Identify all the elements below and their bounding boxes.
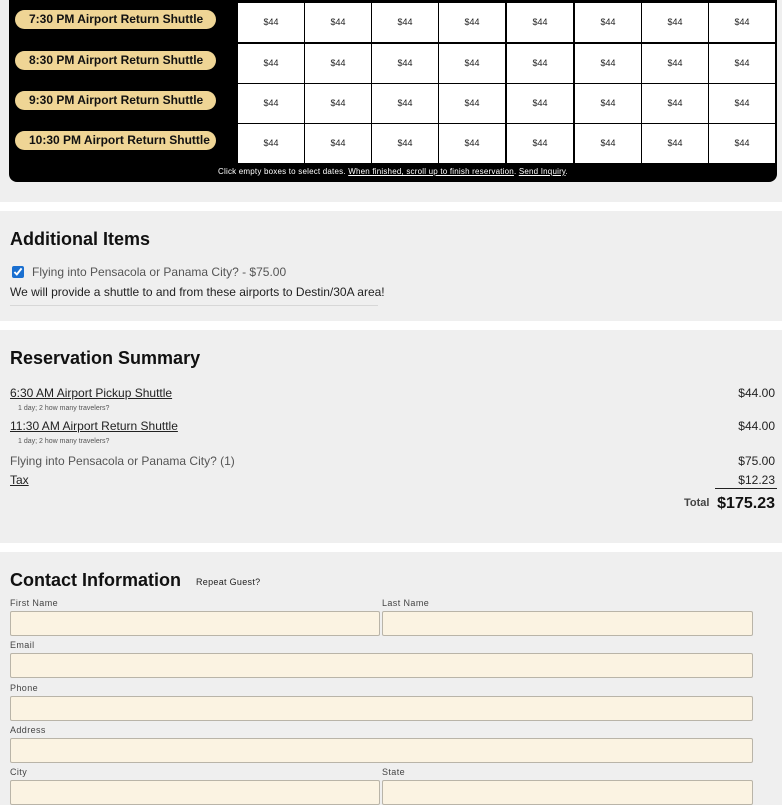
city-input[interactable] [10, 780, 380, 805]
date-cell[interactable]: $44 [372, 3, 439, 42]
email-label: Email [10, 640, 35, 650]
last-name-input[interactable] [382, 611, 753, 636]
date-cell[interactable]: $44 [238, 3, 305, 42]
section-divider [0, 202, 782, 211]
schedule-row [9, 124, 777, 164]
first-name-input[interactable] [10, 611, 380, 636]
shuttle-time-label: 7:30 PM Airport Return Shuttle [15, 10, 216, 29]
repeat-guest-link[interactable]: Repeat Guest? [196, 577, 261, 587]
state-input[interactable] [382, 780, 753, 805]
scroll-up-link[interactable]: When finished, scroll up to finish reservation [348, 167, 514, 176]
airport-addon-description: We will provide a shuttle to and from these airports to Destin/30A area! [10, 285, 385, 299]
date-cell[interactable]: $44 [305, 124, 372, 163]
phone-label: Phone [10, 683, 39, 693]
summary-line-detail: 1 day; 2 how many travelers? [18, 438, 110, 445]
summary-line-detail: 1 day; 2 how many travelers? [18, 405, 110, 412]
divider [10, 305, 378, 306]
date-cell[interactable]: $44 [372, 44, 439, 83]
summary-line-amount: $44.00 [738, 419, 775, 433]
date-cell[interactable]: $44 [238, 124, 305, 163]
date-cell[interactable]: $44 [709, 44, 776, 83]
summary-line-amount: $44.00 [738, 386, 775, 400]
date-cell[interactable]: $44 [575, 124, 642, 163]
date-cell[interactable]: $44 [575, 84, 642, 123]
email-input[interactable] [10, 653, 753, 678]
airport-addon-checkbox[interactable] [12, 266, 24, 278]
date-cell[interactable]: $44 [642, 44, 709, 83]
tax-amount: $12.23 [738, 473, 775, 487]
date-cell[interactable]: $44 [372, 84, 439, 123]
shuttle-time-label: 10:30 PM Airport Return Shuttle [15, 131, 216, 150]
date-cell[interactable]: $44 [305, 84, 372, 123]
summary-line-item[interactable]: 6:30 AM Airport Pickup Shuttle [10, 386, 173, 400]
section-divider [0, 543, 782, 552]
summary-line-item[interactable]: 11:30 AM Airport Return Shuttle [10, 419, 178, 433]
date-cell[interactable]: $44 [238, 44, 305, 83]
reservation-summary-title: Reservation Summary [10, 348, 201, 368]
summary-addon-item: Flying into Pensacola or Panama City? (1) [10, 454, 235, 468]
total-amount: $175.23 [717, 495, 775, 512]
date-cell[interactable]: $44 [507, 44, 574, 83]
first-name-label: First Name [10, 598, 59, 608]
shuttle-time-label: 8:30 PM Airport Return Shuttle [15, 51, 216, 70]
last-name-label: Last Name [382, 598, 430, 608]
city-label: City [10, 767, 28, 777]
address-input[interactable] [10, 738, 753, 763]
section-divider [0, 321, 782, 330]
date-cell[interactable]: $44 [439, 3, 506, 42]
contact-information-title: Contact Information [10, 570, 181, 590]
date-cell[interactable]: $44 [709, 3, 776, 42]
date-cell[interactable]: $44 [709, 124, 776, 163]
shuttle-time-label: 9:30 PM Airport Return Shuttle [15, 91, 216, 110]
date-cell[interactable]: $44 [439, 84, 506, 123]
total-label: Total [684, 497, 710, 509]
schedule-row [9, 44, 777, 84]
summary-addon-amount: $75.00 [738, 454, 775, 468]
date-cell[interactable]: $44 [642, 3, 709, 42]
date-cell[interactable]: $44 [709, 84, 776, 123]
schedule-footer [9, 163, 777, 181]
airport-addon-label[interactable]: Flying into Pensacola or Panama City? - $75.00 [32, 265, 287, 279]
phone-input[interactable] [10, 696, 753, 721]
footer-end: . [565, 167, 568, 176]
date-cell[interactable]: $44 [507, 84, 574, 123]
send-inquiry-link[interactable]: Send Inquiry [518, 167, 566, 176]
date-cell[interactable]: $44 [507, 124, 574, 163]
date-cell[interactable]: $44 [238, 84, 305, 123]
date-cell[interactable]: $44 [575, 3, 642, 42]
address-label: Address [10, 725, 46, 735]
date-cell[interactable]: $44 [305, 3, 372, 42]
additional-items-title: Additional Items [10, 229, 151, 249]
date-cell[interactable]: $44 [439, 44, 506, 83]
footer-separator: . [513, 167, 517, 176]
date-cell[interactable]: $44 [642, 124, 709, 163]
date-cell[interactable]: $44 [507, 3, 574, 42]
state-label: State [382, 767, 406, 777]
date-cell[interactable]: $44 [305, 44, 372, 83]
schedule-instructions: Click empty boxes to select dates. [218, 167, 346, 176]
schedule-row [9, 3, 777, 43]
date-cell[interactable]: $44 [439, 124, 506, 163]
subtotal-rule [715, 488, 777, 489]
schedule-row [9, 84, 777, 124]
tax-link[interactable]: Tax [10, 473, 29, 487]
date-cell[interactable]: $44 [372, 124, 439, 163]
date-cell[interactable]: $44 [642, 84, 709, 123]
shuttle-schedule-grid [9, 0, 777, 182]
addon-option [12, 265, 286, 279]
date-cell[interactable]: $44 [575, 44, 642, 83]
